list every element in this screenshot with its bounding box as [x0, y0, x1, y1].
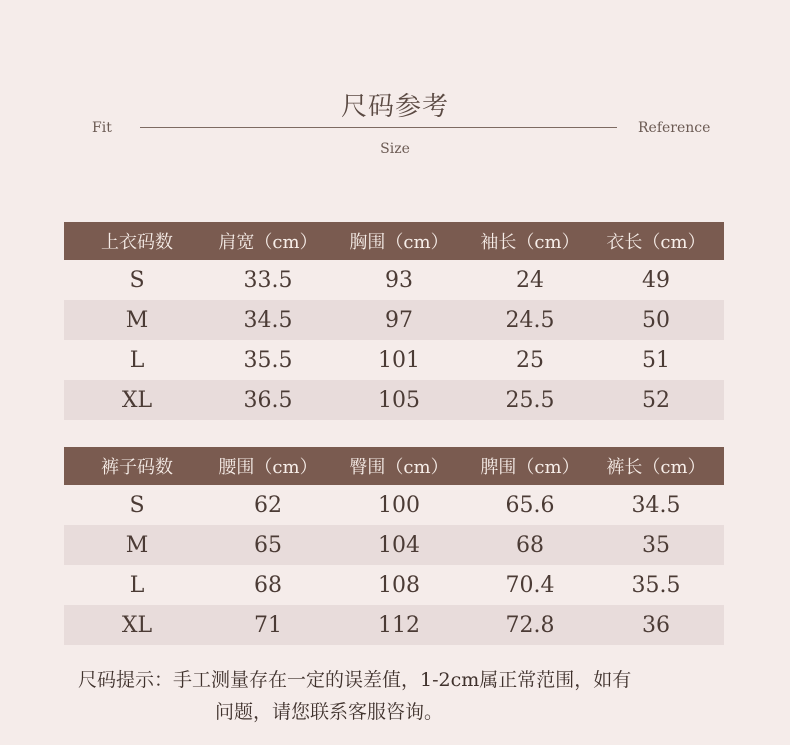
table-cell: 35: [588, 525, 724, 565]
table-row: [64, 380, 724, 420]
size-cell: S: [64, 260, 210, 300]
table-cell: 51: [588, 340, 724, 380]
table-cell: 52: [588, 380, 724, 420]
table-cell: 100: [326, 485, 472, 525]
table-cell: 25: [472, 340, 588, 380]
header-pants-size: 裤子码数: [64, 447, 210, 485]
header-sleeve: 袖长（cm）: [472, 222, 588, 260]
header-thigh: 脾围（cm）: [472, 447, 588, 485]
table-row: [64, 565, 724, 605]
table-row: [64, 300, 724, 340]
note-line-2: 问题，请您联系客服咨询。: [214, 701, 443, 723]
table-row: [64, 340, 724, 380]
table-cell: 33.5: [210, 260, 326, 300]
table-cell: 108: [326, 565, 472, 605]
table-cell: 112: [326, 605, 472, 645]
table-row: [64, 525, 724, 565]
table-cell: 72.8: [472, 605, 588, 645]
note-line-1: 尺码提示：手工测量存在一定的误差值，1-2cm属正常范围，如有: [78, 669, 632, 691]
header-top-size: 上衣码数: [64, 222, 210, 260]
title-bottom-label: Size: [380, 141, 410, 157]
table-cell: 49: [588, 260, 724, 300]
bottom-size-table: [64, 447, 724, 645]
table-cell: 36: [588, 605, 724, 645]
table-cell: 105: [326, 380, 472, 420]
size-cell: L: [64, 340, 210, 380]
size-cell: L: [64, 565, 210, 605]
header-pants-length: 裤长（cm）: [588, 447, 724, 485]
table-row: [64, 605, 724, 645]
table-cell: 24: [472, 260, 588, 300]
table-cell: 25.5: [472, 380, 588, 420]
table-header-row: [64, 447, 724, 485]
table-cell: 70.4: [472, 565, 588, 605]
table-cell: 34.5: [210, 300, 326, 340]
size-cell: XL: [64, 605, 210, 645]
title-divider: [140, 127, 617, 128]
table-cell: 35.5: [210, 340, 326, 380]
table-cell: 68: [210, 565, 326, 605]
table-cell: 97: [326, 300, 472, 340]
table-cell: 93: [326, 260, 472, 300]
size-cell: XL: [64, 380, 210, 420]
header-shoulder: 肩宽（cm）: [210, 222, 326, 260]
header-hip: 臀围（cm）: [326, 447, 472, 485]
table-cell: 36.5: [210, 380, 326, 420]
table-cell: 62: [210, 485, 326, 525]
table-row: [64, 260, 724, 300]
size-cell: M: [64, 300, 210, 340]
size-cell: S: [64, 485, 210, 525]
size-note: [78, 664, 718, 728]
table-cell: 65: [210, 525, 326, 565]
header-chest: 胸围（cm）: [326, 222, 472, 260]
table-header-row: [64, 222, 724, 260]
header-length: 衣长（cm）: [588, 222, 724, 260]
header-waist: 腰围（cm）: [210, 447, 326, 485]
table-cell: 34.5: [588, 485, 724, 525]
size-reference-header: [0, 0, 790, 180]
table-cell: 68: [472, 525, 588, 565]
table-row: [64, 485, 724, 525]
table-cell: 65.6: [472, 485, 588, 525]
table-cell: 50: [588, 300, 724, 340]
size-cell: M: [64, 525, 210, 565]
top-size-table: [64, 222, 724, 420]
page-title: 尺码参考: [340, 92, 449, 122]
title-left-label: Fit: [92, 120, 112, 136]
table-cell: 24.5: [472, 300, 588, 340]
table-cell: 71: [210, 605, 326, 645]
table-cell: 35.5: [588, 565, 724, 605]
table-cell: 101: [326, 340, 472, 380]
title-right-label: Reference: [638, 120, 711, 136]
table-cell: 104: [326, 525, 472, 565]
